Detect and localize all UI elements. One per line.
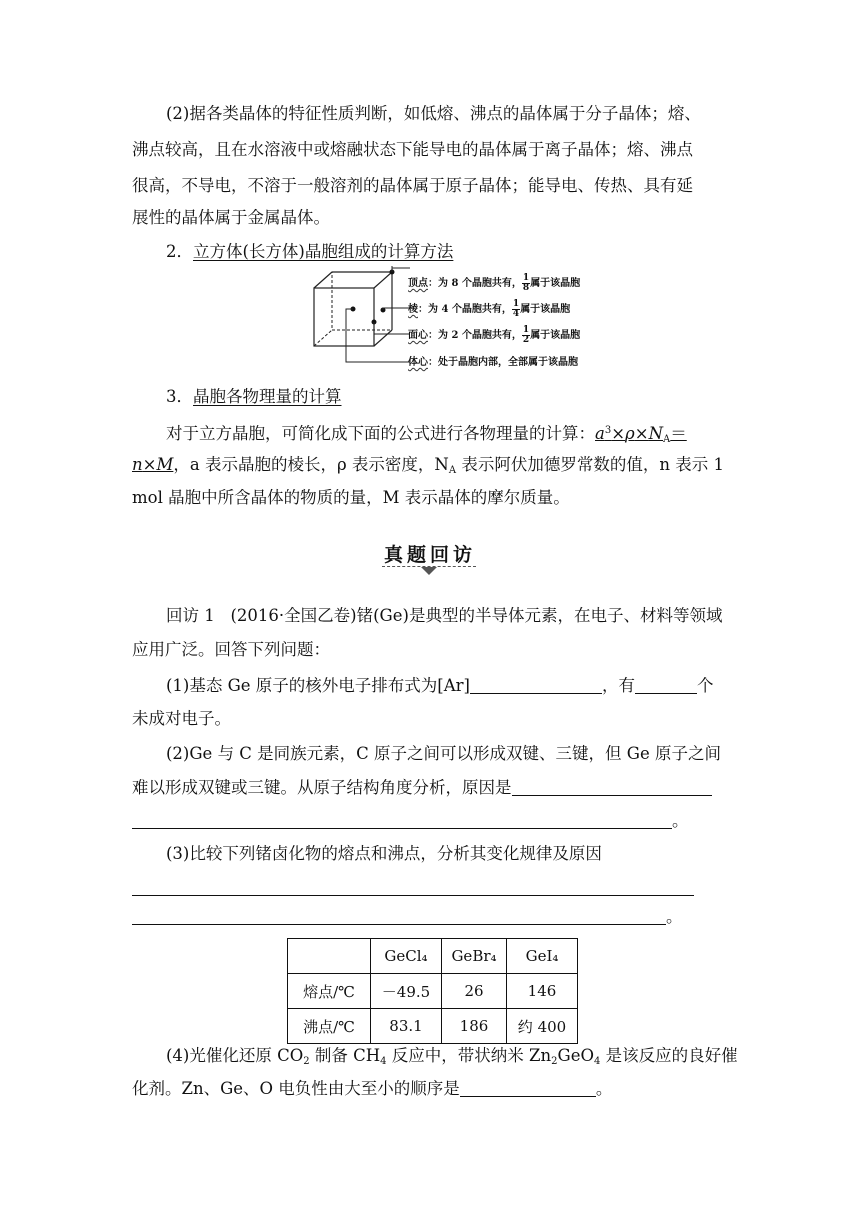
calc-line-3: mol 晶胞中所含晶体的物质的量，M 表示晶体的摩尔质量。	[132, 488, 570, 507]
part-2-line-1: (2)Ge 与 C 是同族元素，C 原子之间可以形成双键、三键，但 Ge 原子之间	[166, 744, 721, 763]
table-header-cell: GeCl₄	[371, 939, 442, 974]
answer-blank-unpaired[interactable]	[635, 677, 697, 694]
germanium-halide-table	[287, 938, 578, 1044]
question-source: (2016·全国乙卷)	[230, 606, 357, 625]
unit-cell-diagram	[300, 266, 410, 376]
answer-blank-trend-a[interactable]	[132, 879, 694, 896]
table-header-row	[288, 939, 578, 974]
table-header-cell: GeI₄	[507, 939, 578, 974]
answer-blank-config[interactable]	[470, 677, 602, 694]
part-3-line-2	[132, 877, 694, 899]
triangle-down-icon	[421, 567, 437, 575]
table-cell: 83.1	[371, 1009, 442, 1044]
heading-number: 2．	[166, 242, 193, 261]
heading-cell-method	[166, 241, 453, 263]
table-cell: 沸点/℃	[288, 1009, 371, 1044]
answer-blank-reason-b[interactable]	[132, 812, 672, 829]
intro-line-3: 很高，不导电，不溶于一般溶剂的晶体属于原子晶体；能导电、传热、具有延	[132, 176, 693, 195]
table-row	[288, 974, 578, 1009]
part-4-line-2: 化剂。Zn、Ge、O 电负性由大至小的顺序是 。	[132, 1079, 613, 1098]
question-intro-line-2: 应用广泛。回答下列问题：	[132, 640, 330, 659]
table-cell: 约 400	[507, 1009, 578, 1044]
table-cell: 熔点/℃	[288, 974, 371, 1009]
part-3-line-3: 。	[132, 906, 683, 928]
label-vertex: 顶点：为 8 个晶胞共有， $\frac{1}{8}$ 属于该晶胞	[408, 273, 581, 293]
heading-number: 3．	[166, 387, 193, 406]
label-edge: 棱：为 4 个晶胞共有， $\frac{1}{4}$ 属于该晶胞	[408, 299, 571, 319]
question-label: 回访 1	[166, 606, 215, 625]
heading-cell-quantities	[166, 386, 342, 408]
label-body-center: 体心：处于晶胞内部，全部属于该晶胞	[408, 357, 578, 368]
table-row	[288, 1009, 578, 1044]
table-header-cell	[288, 939, 371, 974]
label-face-center: 面心：为 2 个晶胞共有， $\frac{1}{2}$ 属于该晶胞	[408, 325, 581, 345]
part-2-line-2: 难以形成双键或三键。从原子结构角度分析，原因是	[132, 777, 712, 799]
table-header-cell: GeBr₄	[442, 939, 507, 974]
part-3-line-1: (3)比较下列锗卤化物的熔点和沸点，分析其变化规律及原因	[166, 844, 602, 863]
calc-line-2: n×M，a 表示晶胞的棱长，ρ 表示密度，$N_A$ 表示阿伏加德罗常数的值，n 表示 1	[132, 455, 724, 476]
part-2-line-3: 。	[132, 810, 689, 832]
section-title: 真题回访	[384, 544, 477, 566]
intro-line-1: (2)据各类晶体的特征性质判断，如低熔、沸点的晶体属于分子晶体；熔、	[166, 104, 701, 123]
heading-text: 立方体(长方体)晶胞组成的计算方法	[193, 242, 454, 261]
answer-blank-trend-b[interactable]	[132, 908, 666, 925]
question-intro-line-1: 回访 1 (2016·全国乙卷)锗(Ge)是典型的半导体元素，在电子、材料等领域	[166, 606, 723, 625]
table-cell: 186	[442, 1009, 507, 1044]
answer-blank-reason-a[interactable]	[512, 779, 712, 796]
formula-right: n×M	[132, 455, 174, 474]
table-cell: 26	[442, 974, 507, 1009]
intro-line-4: 展性的晶体属于金属晶体。	[132, 208, 330, 227]
heading-text: 晶胞各物理量的计算	[193, 387, 342, 406]
table-cell: 146	[507, 974, 578, 1009]
part-1-line-1: (1)基态 Ge 原子的核外电子排布式为[Ar] ，有 个	[166, 676, 714, 695]
intro-line-2: 沸点较高，且在水溶液中或熔融状态下能导电的晶体属于离子晶体；熔、沸点	[132, 140, 693, 159]
part-1-line-2: 未成对电子。	[132, 709, 231, 728]
answer-blank-electronegativity[interactable]	[460, 1080, 596, 1097]
formula-left: $a^3\times\rho\times N_A=$	[595, 424, 687, 445]
calc-line-1: 对于立方晶胞，可简化成下面的公式进行各物理量的计算：$a^3\times\rho\times N_A=$	[166, 424, 687, 445]
table-cell: －49.5	[371, 974, 442, 1009]
part-4-line-1: (4)光催化还原 $CO_2$ 制备 $CH_4$ 反应中，带状纳米 $Zn_2GeO_4$ 是该反应的良好催	[166, 1046, 738, 1067]
